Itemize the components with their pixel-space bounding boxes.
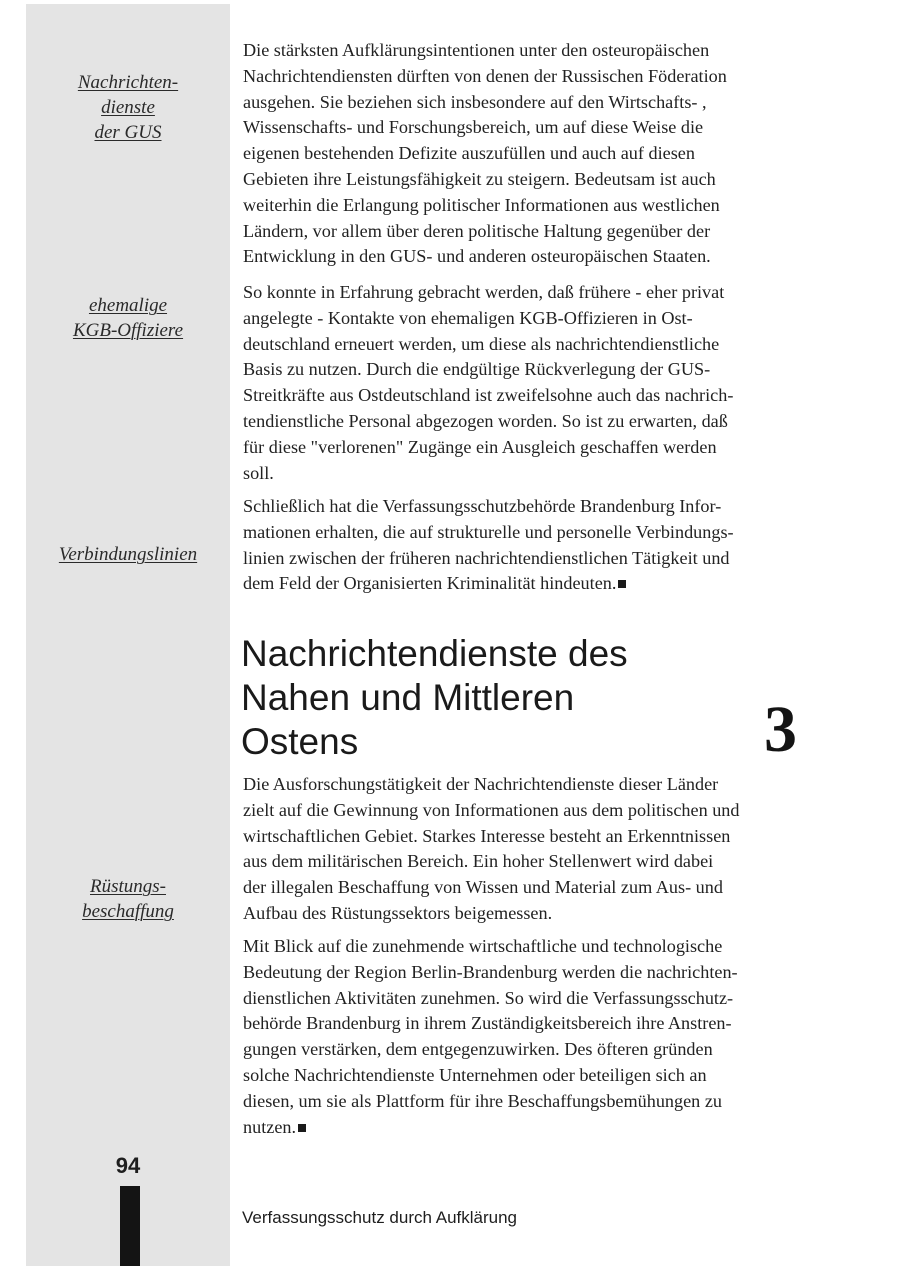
margin-note-ruestung: Rüstungs- beschaffung: [82, 876, 174, 922]
margin-note-verbindungslinien: Verbindungslinien: [58, 544, 198, 565]
paragraph-4: Die Ausforschungstätigkeit der Nachrichtendienste dieser Länder zielt auf die Gewinnung von Informationen aus dem politischen und wirtschaftlichen Gebiet. Starkes Interesse besteht an Erkenntnissen aus dem militärischen Bereich. Ein hoher Stellenwert wird dabei der illegalen Beschaffung von Wissen und Material zum Aus- und Aufbau des Rüstungssektors beigemessen.: [243, 774, 740, 923]
section-number: 3: [764, 693, 797, 766]
paragraph-3: Schließlich hat die Verfassungsschutzbehörde Brandenburg Infor- mationen erhalten, die auf strukturelle und personelle Verbindungs- linien zwischen der früheren nachrichtendienstlichen Tätigkeit und dem Feld der Organisierten Kriminalität hindeuten.: [243, 496, 734, 594]
page-marker-bar: [120, 1186, 140, 1266]
paragraph-2: So konnte in Erfahrung gebracht werden, daß frühere - eher privat angelegte - Kontakte von ehemaligen KGB-Offizieren in Ost- deutschland erneuert werden, um diese als nachrichtendienstliche Basis zu nutzen. Durch die endgültige Rückverlegung der GUS- Streitkräfte aus Ostdeutschland ist zweifelsohne auch das nachrich- tendienstliche Personal abgezogen worden. So ist zu erwarten, daß für diese "verlorenen" Zugänge ein Ausgleich geschaffen werden soll.: [243, 282, 734, 483]
paragraph-5: Mit Blick auf die zunehmende wirtschaftliche und technologische Bedeutung der Region Berlin-Brandenburg werden die nachrichten- dienstlichen Aktivitäten zunehmen. So wird die Verfassungsschutz- behörde Brandenburg in ihrem Zuständigkeitsbereich ihre Anstren- gungen verstärken, dem entgegenzuwirken. Des öfteren gründen solche Nachrichtendienste Unternehmen oder beteiligen sich an diesen, um sie als Plattform für ihre Beschaffungsbemühungen zu nutzen.: [243, 936, 738, 1137]
section-heading: Nachrichtendienste des Nahen und Mittleren Ostens: [241, 633, 628, 762]
margin-note-kgb: ehemalige KGB-Offiziere: [72, 295, 184, 341]
black-square-icon: [298, 1124, 306, 1132]
paragraph-1: Die stärksten Aufklärungsintentionen unter den osteuropäischen Nachrichtendiensten dürften von denen der Russischen Föderation ausgehen. Sie beziehen sich insbesondere auf den Wirtschafts- , Wissenschafts- und Forschungsbereich, um auf diese Weise die eigenen bestehenden Defizite auszufüllen und auch auf diesen Gebieten ihre Leistungsfähigkeit zu steigern. Bedeutsam ist auch weiterhin die Erlangung politischer Informationen aus westlichen Ländern, vor allem über deren politische Haltung gegenüber der Entwicklung in den GUS- und anderen osteuropäischen Staaten.: [243, 40, 727, 267]
margin-note-gus: Nachrichten- dienste der GUS: [77, 72, 179, 143]
footer-title: Verfassungsschutz durch Aufklärung: [242, 1208, 517, 1227]
page-number: 94: [115, 1153, 141, 1178]
margin-column: [26, 4, 230, 1266]
black-square-icon: [618, 580, 626, 588]
